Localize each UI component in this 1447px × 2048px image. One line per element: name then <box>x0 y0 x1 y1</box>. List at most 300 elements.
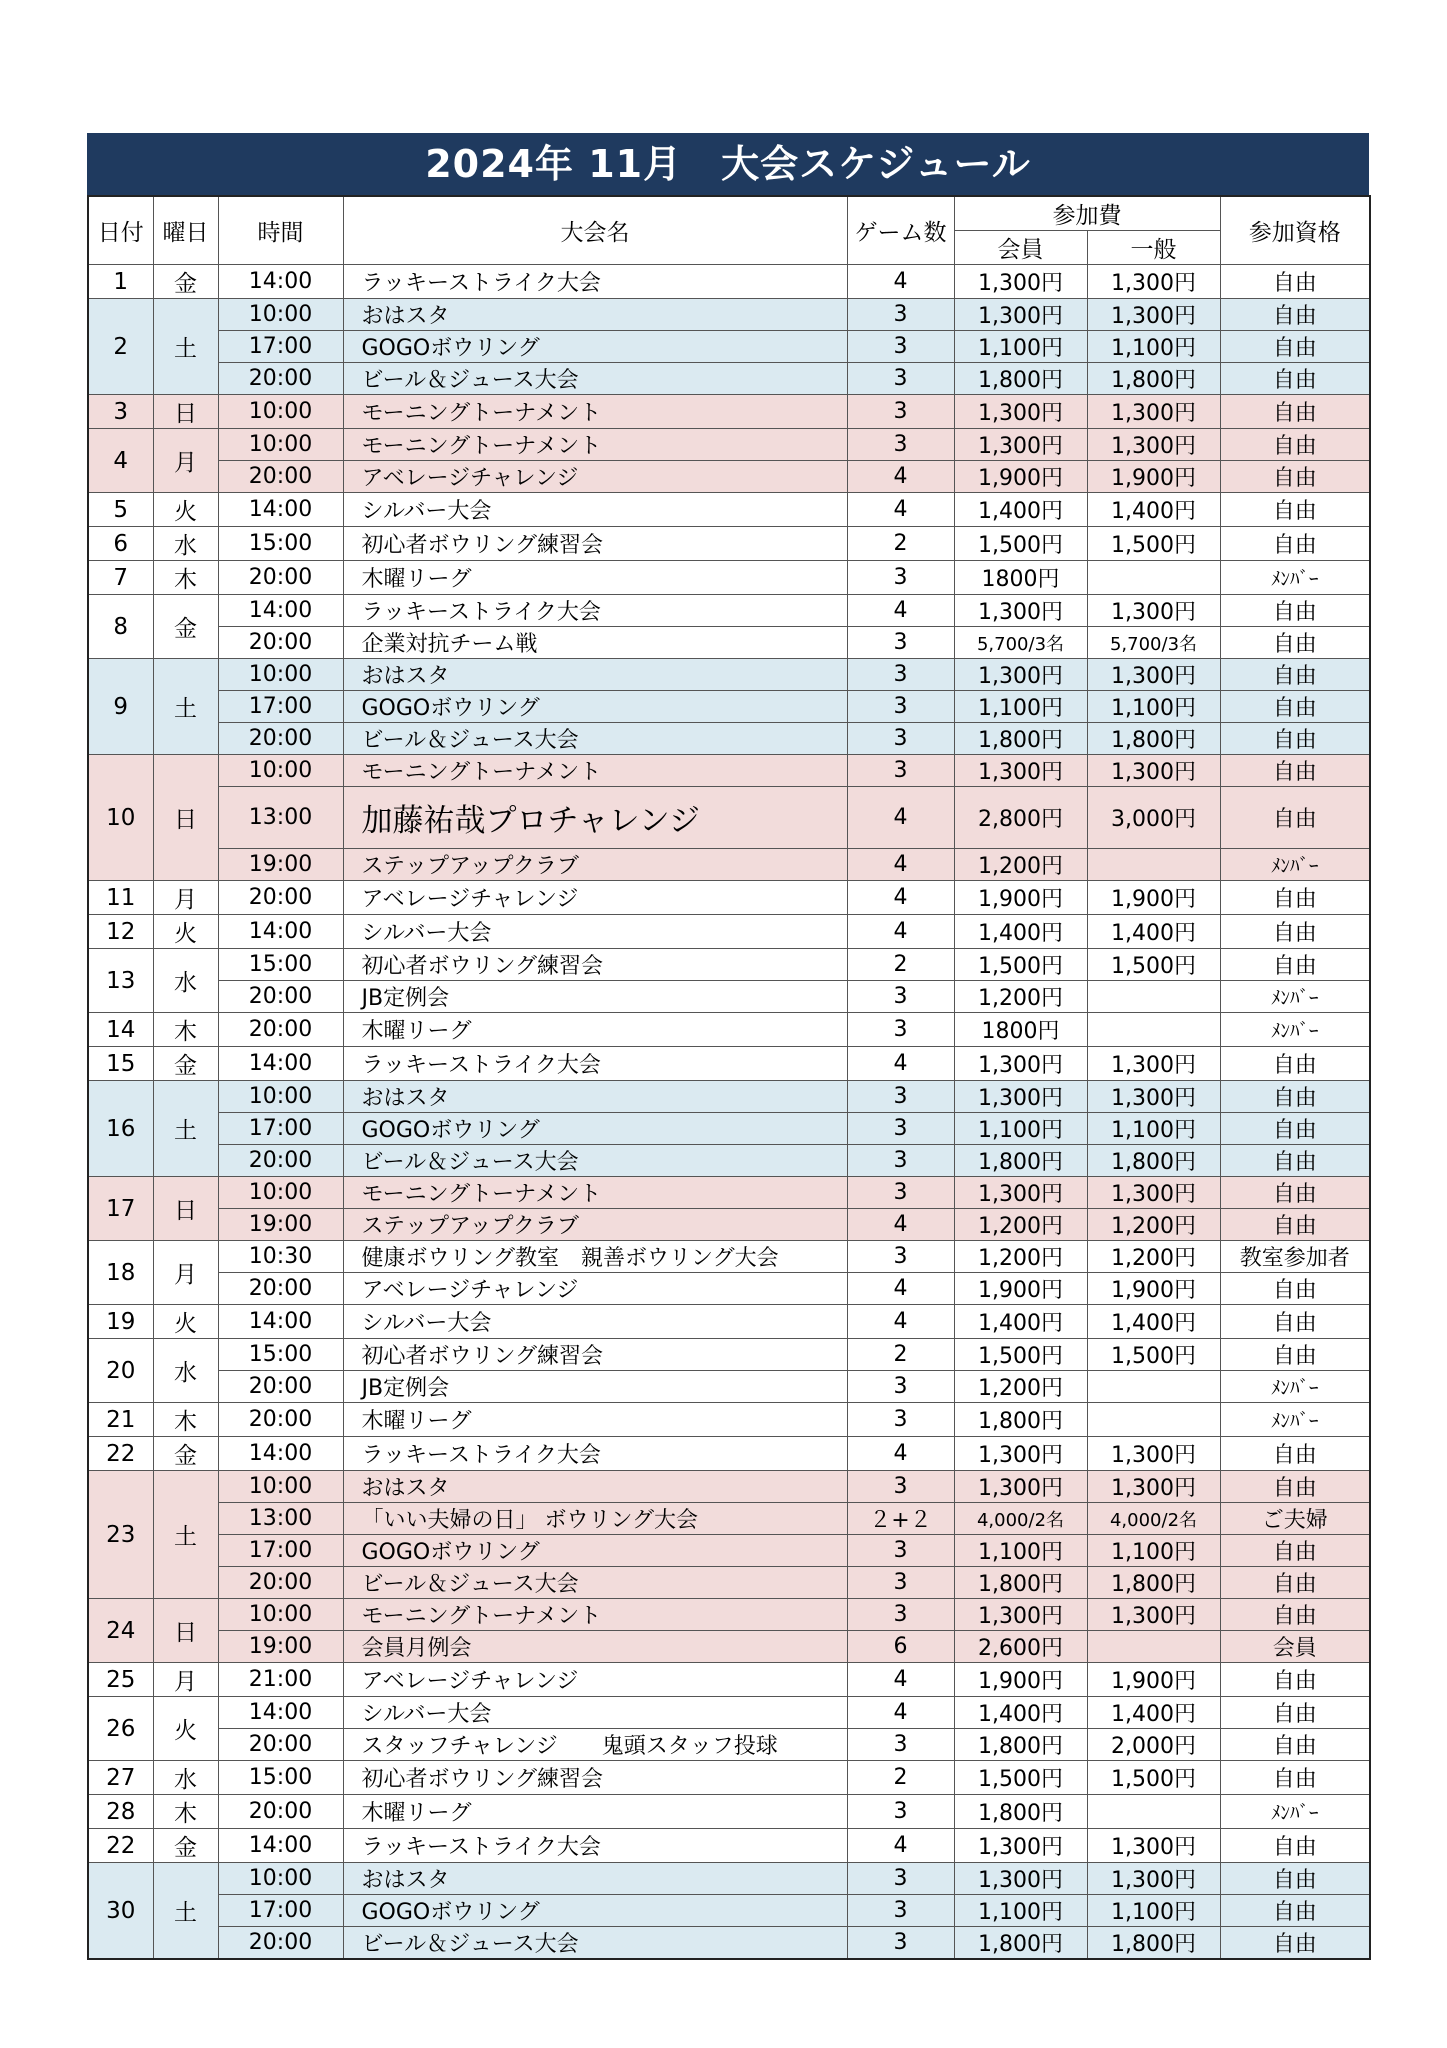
member-fee-cell: 1,100円 <box>954 1535 1087 1567</box>
member-fee-cell: 1,300円 <box>954 1829 1087 1863</box>
table-row <box>88 1403 1370 1437</box>
event-name-cell: ラッキーストライク大会 <box>343 1047 847 1081</box>
date-cell: 11 <box>88 881 153 915</box>
general-fee-cell <box>1087 1631 1220 1663</box>
games-cell: 3 <box>847 691 954 723</box>
member-fee-cell: 1,300円 <box>954 1047 1087 1081</box>
weekday-cell: 土 <box>153 1081 218 1177</box>
games-cell: 6 <box>847 1631 954 1663</box>
event-name-cell: ラッキーストライク大会 <box>343 595 847 627</box>
event-name-cell: アベレージチャレンジ <box>343 881 847 915</box>
date-cell: 27 <box>88 1761 153 1795</box>
member-fee-cell: 1,800円 <box>954 1927 1087 1960</box>
date-cell: 19 <box>88 1305 153 1339</box>
table-row <box>88 1305 1370 1339</box>
games-cell: 3 <box>847 1535 954 1567</box>
general-fee-cell: 1,300円 <box>1087 595 1220 627</box>
games-cell: ２+２ <box>847 1503 954 1535</box>
event-name-cell: 初心者ボウリング練習会 <box>343 1339 847 1371</box>
general-fee-cell: 1,800円 <box>1087 363 1220 395</box>
time-cell: 10:00 <box>218 395 343 429</box>
eligibility-cell: 自由 <box>1220 595 1370 627</box>
date-cell: 22 <box>88 1437 153 1471</box>
general-fee-cell <box>1087 1371 1220 1403</box>
general-fee-cell: 1,300円 <box>1087 1177 1220 1209</box>
general-fee-cell: 2,000円 <box>1087 1729 1220 1761</box>
table-row <box>88 1729 1370 1761</box>
member-fee-cell: 1,300円 <box>954 1177 1087 1209</box>
table-row <box>88 429 1370 461</box>
event-name-cell: GOGOボウリング <box>343 1895 847 1927</box>
event-name-cell: アベレージチャレンジ <box>343 1663 847 1697</box>
event-name-cell: シルバー大会 <box>343 915 847 949</box>
date-cell: 7 <box>88 561 153 595</box>
event-name-cell: シルバー大会 <box>343 493 847 527</box>
table-row <box>88 659 1370 691</box>
time-cell: 14:00 <box>218 1829 343 1863</box>
eligibility-cell: 自由 <box>1220 1305 1370 1339</box>
games-cell: 4 <box>847 1273 954 1305</box>
event-name-cell: スタッフチャレンジ 鬼頭スタッフ投球 <box>343 1729 847 1761</box>
member-fee-cell: 1,100円 <box>954 691 1087 723</box>
date-cell: 30 <box>88 1863 153 1960</box>
time-cell: 10:00 <box>218 299 343 331</box>
games-cell: 3 <box>847 723 954 755</box>
date-cell: 1 <box>88 265 153 299</box>
weekday-cell: 土 <box>153 299 218 395</box>
member-fee-cell: 1800円 <box>954 1013 1087 1047</box>
member-fee-cell: 1,200円 <box>954 1209 1087 1241</box>
event-name-cell: 健康ボウリング教室 親善ボウリング大会 <box>343 1241 847 1273</box>
general-fee-cell: 1,300円 <box>1087 1437 1220 1471</box>
games-cell: 4 <box>847 787 954 849</box>
games-cell: 4 <box>847 595 954 627</box>
eligibility-cell: ﾒﾝﾊﾞｰ <box>1220 1795 1370 1829</box>
time-cell: 10:30 <box>218 1241 343 1273</box>
games-cell: 2 <box>847 949 954 981</box>
time-cell: 20:00 <box>218 1729 343 1761</box>
date-cell: 13 <box>88 949 153 1013</box>
member-fee-cell: 1,500円 <box>954 1761 1087 1795</box>
games-cell: 4 <box>847 1437 954 1471</box>
table-row <box>88 1697 1370 1729</box>
date-cell: 24 <box>88 1599 153 1663</box>
eligibility-cell: 自由 <box>1220 1339 1370 1371</box>
weekday-cell: 日 <box>153 1599 218 1663</box>
time-cell: 20:00 <box>218 363 343 395</box>
table-row <box>88 1013 1370 1047</box>
table-row <box>88 1273 1370 1305</box>
table-row <box>88 787 1370 849</box>
event-name-cell: JB定例会 <box>343 981 847 1013</box>
member-fee-cell: 1,900円 <box>954 881 1087 915</box>
member-fee-cell: 2,600円 <box>954 1631 1087 1663</box>
general-fee-cell: 1,500円 <box>1087 527 1220 561</box>
header-general-fee: 一般 <box>1087 231 1220 265</box>
weekday-cell: 木 <box>153 561 218 595</box>
time-cell: 14:00 <box>218 1437 343 1471</box>
eligibility-cell: ﾒﾝﾊﾞｰ <box>1220 1403 1370 1437</box>
table-row <box>88 1209 1370 1241</box>
date-cell: 2 <box>88 299 153 395</box>
games-cell: 3 <box>847 1241 954 1273</box>
table-row <box>88 1503 1370 1535</box>
eligibility-cell: 自由 <box>1220 881 1370 915</box>
weekday-cell: 金 <box>153 595 218 659</box>
table-row <box>88 461 1370 493</box>
games-cell: 3 <box>847 1403 954 1437</box>
time-cell: 19:00 <box>218 849 343 881</box>
time-cell: 13:00 <box>218 787 343 849</box>
member-fee-cell: 1,400円 <box>954 915 1087 949</box>
time-cell: 19:00 <box>218 1631 343 1663</box>
event-name-cell: ラッキーストライク大会 <box>343 265 847 299</box>
general-fee-cell <box>1087 1795 1220 1829</box>
general-fee-cell: 1,400円 <box>1087 915 1220 949</box>
eligibility-cell: 自由 <box>1220 1081 1370 1113</box>
eligibility-cell: 自由 <box>1220 1697 1370 1729</box>
event-name-cell: ラッキーストライク大会 <box>343 1829 847 1863</box>
eligibility-cell: 会員 <box>1220 1631 1370 1663</box>
time-cell: 14:00 <box>218 1697 343 1729</box>
date-cell: 9 <box>88 659 153 755</box>
general-fee-cell: 1,500円 <box>1087 1339 1220 1371</box>
table-row <box>88 395 1370 429</box>
table-row <box>88 949 1370 981</box>
time-cell: 20:00 <box>218 1567 343 1599</box>
member-fee-cell: 1,300円 <box>954 299 1087 331</box>
member-fee-cell: 1,500円 <box>954 527 1087 561</box>
table-row <box>88 299 1370 331</box>
games-cell: 3 <box>847 627 954 659</box>
event-name-cell: GOGOボウリング <box>343 1113 847 1145</box>
date-cell: 5 <box>88 493 153 527</box>
time-cell: 10:00 <box>218 429 343 461</box>
games-cell: 3 <box>847 1927 954 1960</box>
general-fee-cell: 1,300円 <box>1087 1829 1220 1863</box>
general-fee-cell: 1,300円 <box>1087 299 1220 331</box>
member-fee-cell: 1,800円 <box>954 1729 1087 1761</box>
general-fee-cell: 1,200円 <box>1087 1241 1220 1273</box>
eligibility-cell: ﾒﾝﾊﾞｰ <box>1220 1013 1370 1047</box>
eligibility-cell: 自由 <box>1220 949 1370 981</box>
table-header <box>88 196 1370 265</box>
event-name-cell: モーニングトーナメント <box>343 429 847 461</box>
event-name-cell: ビール＆ジュース大会 <box>343 1145 847 1177</box>
member-fee-cell: 1,400円 <box>954 493 1087 527</box>
weekday-cell: 月 <box>153 881 218 915</box>
time-cell: 15:00 <box>218 1339 343 1371</box>
weekday-cell: 木 <box>153 1013 218 1047</box>
event-name-cell: 初心者ボウリング練習会 <box>343 1761 847 1795</box>
event-name-cell: ラッキーストライク大会 <box>343 1437 847 1471</box>
eligibility-cell: 自由 <box>1220 1113 1370 1145</box>
games-cell: 3 <box>847 981 954 1013</box>
table-row <box>88 1047 1370 1081</box>
general-fee-cell: 1,300円 <box>1087 1081 1220 1113</box>
table-row <box>88 1145 1370 1177</box>
general-fee-cell: 1,100円 <box>1087 1113 1220 1145</box>
date-cell: 22 <box>88 1829 153 1863</box>
general-fee-cell: 1,100円 <box>1087 1895 1220 1927</box>
event-name-cell: モーニングトーナメント <box>343 1599 847 1631</box>
eligibility-cell: 自由 <box>1220 1209 1370 1241</box>
weekday-cell: 水 <box>153 949 218 1013</box>
event-name-cell: 初心者ボウリング練習会 <box>343 527 847 561</box>
time-cell: 13:00 <box>218 1503 343 1535</box>
event-name-cell: 木曜リーグ <box>343 1013 847 1047</box>
general-fee-cell: 1,100円 <box>1087 331 1220 363</box>
member-fee-cell: 1,200円 <box>954 981 1087 1013</box>
header-fee: 参加費 <box>954 196 1220 231</box>
date-cell: 18 <box>88 1241 153 1305</box>
games-cell: 4 <box>847 461 954 493</box>
time-cell: 14:00 <box>218 493 343 527</box>
table-row <box>88 881 1370 915</box>
table-row <box>88 1081 1370 1113</box>
weekday-cell: 火 <box>153 493 218 527</box>
table-row <box>88 1631 1370 1663</box>
general-fee-cell: 1,300円 <box>1087 265 1220 299</box>
event-name-cell: モーニングトーナメント <box>343 1177 847 1209</box>
time-cell: 17:00 <box>218 1895 343 1927</box>
weekday-cell: 木 <box>153 1403 218 1437</box>
eligibility-cell: 自由 <box>1220 915 1370 949</box>
table-row <box>88 1471 1370 1503</box>
games-cell: 3 <box>847 659 954 691</box>
games-cell: 3 <box>847 1895 954 1927</box>
event-name-cell: アベレージチャレンジ <box>343 1273 847 1305</box>
weekday-cell: 月 <box>153 1241 218 1305</box>
games-cell: 4 <box>847 1697 954 1729</box>
member-fee-cell: 1,300円 <box>954 1471 1087 1503</box>
member-fee-cell: 1,100円 <box>954 1895 1087 1927</box>
games-cell: 4 <box>847 1305 954 1339</box>
time-cell: 20:00 <box>218 1795 343 1829</box>
time-cell: 20:00 <box>218 1013 343 1047</box>
time-cell: 10:00 <box>218 1471 343 1503</box>
general-fee-cell: 1,900円 <box>1087 881 1220 915</box>
eligibility-cell: 自由 <box>1220 1761 1370 1795</box>
date-cell: 23 <box>88 1471 153 1599</box>
header-weekday: 曜日 <box>153 196 218 265</box>
event-name-cell: おはスタ <box>343 1863 847 1895</box>
date-cell: 15 <box>88 1047 153 1081</box>
eligibility-cell: 自由 <box>1220 1047 1370 1081</box>
eligibility-cell: 自由 <box>1220 787 1370 849</box>
games-cell: 4 <box>847 265 954 299</box>
time-cell: 19:00 <box>218 1209 343 1241</box>
table-row <box>88 595 1370 627</box>
general-fee-cell <box>1087 981 1220 1013</box>
member-fee-cell: 1,800円 <box>954 1403 1087 1437</box>
time-cell: 15:00 <box>218 527 343 561</box>
table-row <box>88 755 1370 787</box>
games-cell: 3 <box>847 299 954 331</box>
eligibility-cell: ﾒﾝﾊﾞｰ <box>1220 981 1370 1013</box>
weekday-cell: 水 <box>153 1761 218 1795</box>
table-body <box>88 265 1370 1960</box>
weekday-cell: 水 <box>153 1339 218 1403</box>
games-cell: 3 <box>847 1177 954 1209</box>
time-cell: 20:00 <box>218 1927 343 1960</box>
time-cell: 10:00 <box>218 1081 343 1113</box>
time-cell: 20:00 <box>218 723 343 755</box>
eligibility-cell: 自由 <box>1220 1177 1370 1209</box>
table-row <box>88 1535 1370 1567</box>
games-cell: 4 <box>847 1209 954 1241</box>
eligibility-cell: 自由 <box>1220 1535 1370 1567</box>
games-cell: 3 <box>847 1471 954 1503</box>
weekday-cell: 金 <box>153 1047 218 1081</box>
member-fee-cell: 1,300円 <box>954 395 1087 429</box>
table-row <box>88 1177 1370 1209</box>
time-cell: 20:00 <box>218 1145 343 1177</box>
date-cell: 28 <box>88 1795 153 1829</box>
time-cell: 20:00 <box>218 1403 343 1437</box>
eligibility-cell: 自由 <box>1220 331 1370 363</box>
date-cell: 26 <box>88 1697 153 1761</box>
date-cell: 12 <box>88 915 153 949</box>
weekday-cell: 水 <box>153 527 218 561</box>
weekday-cell: 土 <box>153 1863 218 1960</box>
eligibility-cell: ご夫婦 <box>1220 1503 1370 1535</box>
weekday-cell: 金 <box>153 1437 218 1471</box>
eligibility-cell: 自由 <box>1220 1471 1370 1503</box>
member-fee-cell: 1,200円 <box>954 849 1087 881</box>
header-eligibility: 参加資格 <box>1220 196 1370 265</box>
table-row <box>88 561 1370 595</box>
member-fee-cell: 1,500円 <box>954 1339 1087 1371</box>
time-cell: 17:00 <box>218 331 343 363</box>
general-fee-cell: 1,400円 <box>1087 1305 1220 1339</box>
general-fee-cell: 1,800円 <box>1087 723 1220 755</box>
eligibility-cell: 自由 <box>1220 755 1370 787</box>
general-fee-cell: 1,300円 <box>1087 1047 1220 1081</box>
member-fee-cell: 1,500円 <box>954 949 1087 981</box>
weekday-cell: 木 <box>153 1795 218 1829</box>
games-cell: 3 <box>847 1081 954 1113</box>
table-row <box>88 691 1370 723</box>
games-cell: 4 <box>847 1663 954 1697</box>
event-name-cell: 企業対抗チーム戦 <box>343 627 847 659</box>
eligibility-cell: 自由 <box>1220 265 1370 299</box>
general-fee-cell: 1,800円 <box>1087 1145 1220 1177</box>
event-name-cell: ビール＆ジュース大会 <box>343 723 847 755</box>
time-cell: 10:00 <box>218 659 343 691</box>
time-cell: 17:00 <box>218 1113 343 1145</box>
games-cell: 4 <box>847 1829 954 1863</box>
eligibility-cell: 自由 <box>1220 659 1370 691</box>
general-fee-cell: 1,100円 <box>1087 1535 1220 1567</box>
general-fee-cell: 1,300円 <box>1087 1471 1220 1503</box>
general-fee-cell: 1,800円 <box>1087 1927 1220 1960</box>
general-fee-cell: 1,300円 <box>1087 1599 1220 1631</box>
eligibility-cell: 自由 <box>1220 1895 1370 1927</box>
time-cell: 14:00 <box>218 265 343 299</box>
event-name-cell: おはスタ <box>343 1081 847 1113</box>
eligibility-cell: 自由 <box>1220 1567 1370 1599</box>
time-cell: 20:00 <box>218 1371 343 1403</box>
time-cell: 15:00 <box>218 1761 343 1795</box>
event-name-cell: シルバー大会 <box>343 1697 847 1729</box>
time-cell: 17:00 <box>218 691 343 723</box>
event-name-cell: アベレージチャレンジ <box>343 461 847 493</box>
table-row <box>88 1241 1370 1273</box>
games-cell: 4 <box>847 915 954 949</box>
member-fee-cell: 1,900円 <box>954 1273 1087 1305</box>
general-fee-cell: 1,200円 <box>1087 1209 1220 1241</box>
time-cell: 10:00 <box>218 1863 343 1895</box>
table-row <box>88 1829 1370 1863</box>
member-fee-cell: 2,800円 <box>954 787 1087 849</box>
event-name-cell: モーニングトーナメント <box>343 755 847 787</box>
event-name-cell: JB定例会 <box>343 1371 847 1403</box>
table-row <box>88 1599 1370 1631</box>
weekday-cell: 土 <box>153 1471 218 1599</box>
table-row <box>88 1113 1370 1145</box>
member-fee-cell: 1,300円 <box>954 1437 1087 1471</box>
eligibility-cell: 自由 <box>1220 1729 1370 1761</box>
time-cell: 20:00 <box>218 561 343 595</box>
date-cell: 16 <box>88 1081 153 1177</box>
event-name-cell: GOGOボウリング <box>343 331 847 363</box>
eligibility-cell: 自由 <box>1220 527 1370 561</box>
date-cell: 3 <box>88 395 153 429</box>
games-cell: 3 <box>847 1599 954 1631</box>
time-cell: 14:00 <box>218 1047 343 1081</box>
event-name-cell: 「いい夫婦の日」 ボウリング大会 <box>343 1503 847 1535</box>
member-fee-cell: 1,800円 <box>954 363 1087 395</box>
schedule-table <box>87 195 1371 1960</box>
member-fee-cell: 1,900円 <box>954 461 1087 493</box>
header-games: ゲーム数 <box>847 196 954 265</box>
table-row <box>88 493 1370 527</box>
games-cell: 3 <box>847 1729 954 1761</box>
event-name-cell: ビール＆ジュース大会 <box>343 1927 847 1960</box>
weekday-cell: 日 <box>153 755 218 881</box>
time-cell: 10:00 <box>218 1177 343 1209</box>
games-cell: 4 <box>847 849 954 881</box>
general-fee-cell: 1,500円 <box>1087 949 1220 981</box>
weekday-cell: 土 <box>153 659 218 755</box>
games-cell: 3 <box>847 429 954 461</box>
event-name-cell: 加藤祐哉プロチャレンジ <box>343 787 847 849</box>
event-name-cell: ステップアップクラブ <box>343 849 847 881</box>
table-row <box>88 527 1370 561</box>
general-fee-cell <box>1087 561 1220 595</box>
table-row <box>88 331 1370 363</box>
time-cell: 15:00 <box>218 949 343 981</box>
weekday-cell: 火 <box>153 915 218 949</box>
games-cell: 3 <box>847 1013 954 1047</box>
general-fee-cell: 3,000円 <box>1087 787 1220 849</box>
general-fee-cell: 1,300円 <box>1087 395 1220 429</box>
weekday-cell: 火 <box>153 1305 218 1339</box>
games-cell: 3 <box>847 1863 954 1895</box>
time-cell: 21:00 <box>218 1663 343 1697</box>
general-fee-cell: 1,800円 <box>1087 1567 1220 1599</box>
table-row <box>88 1663 1370 1697</box>
eligibility-cell: 自由 <box>1220 1927 1370 1960</box>
member-fee-cell: 4,000/2名 <box>954 1503 1087 1535</box>
member-fee-cell: 1,300円 <box>954 595 1087 627</box>
general-fee-cell: 1,300円 <box>1087 429 1220 461</box>
eligibility-cell: 自由 <box>1220 1437 1370 1471</box>
member-fee-cell: 1,200円 <box>954 1241 1087 1273</box>
eligibility-cell: 自由 <box>1220 691 1370 723</box>
event-name-cell: 会員月例会 <box>343 1631 847 1663</box>
